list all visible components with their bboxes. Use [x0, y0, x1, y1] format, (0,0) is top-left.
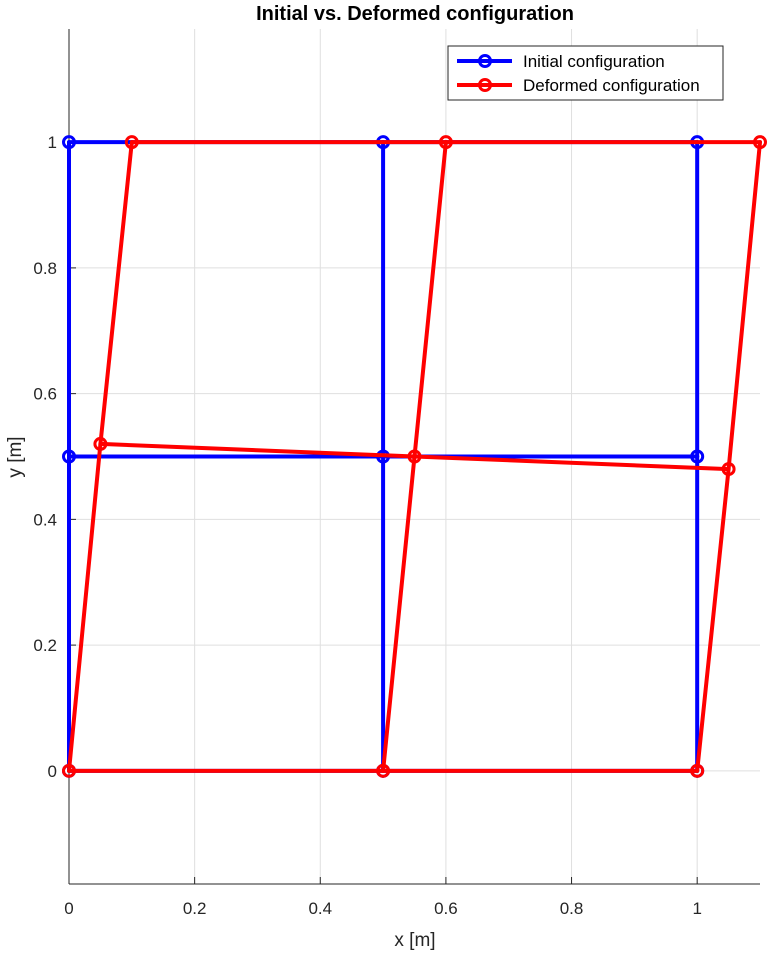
x-tick-label: 0.4 [308, 899, 333, 918]
series-layer [64, 137, 766, 777]
deformed-segment [697, 469, 728, 771]
x-tick-label: 1 [692, 899, 702, 918]
y-tick-label: 0.6 [33, 384, 57, 404]
y-tick-label: 0 [47, 761, 57, 781]
legend-label-deformed: Deformed configuration [523, 76, 700, 95]
x-axis-label: x [m] [394, 930, 436, 951]
x-tick-label: 0.8 [559, 899, 584, 918]
y-tick-label: 1 [47, 133, 57, 153]
legend-label-initial: Initial configuration [523, 52, 665, 71]
y-tick-label: 0.2 [33, 636, 57, 656]
chart-title: Initial vs. Deformed configuration [256, 3, 574, 25]
x-tick-label: 0 [64, 899, 74, 918]
legend [448, 46, 723, 100]
y-tick-label: 0.4 [33, 510, 57, 530]
deformed-segment [69, 444, 100, 771]
deformed-segment [383, 457, 414, 771]
deformed-segment [100, 142, 131, 444]
x-tick-label: 0.6 [434, 899, 458, 918]
y-axis-label: y [m] [5, 436, 26, 478]
x-tick-label: 0.2 [182, 899, 207, 918]
deformed-segment [729, 142, 760, 469]
y-tick-label: 0.8 [33, 258, 57, 278]
ticks-layer [33, 133, 702, 918]
deformed-segment [415, 142, 446, 456]
